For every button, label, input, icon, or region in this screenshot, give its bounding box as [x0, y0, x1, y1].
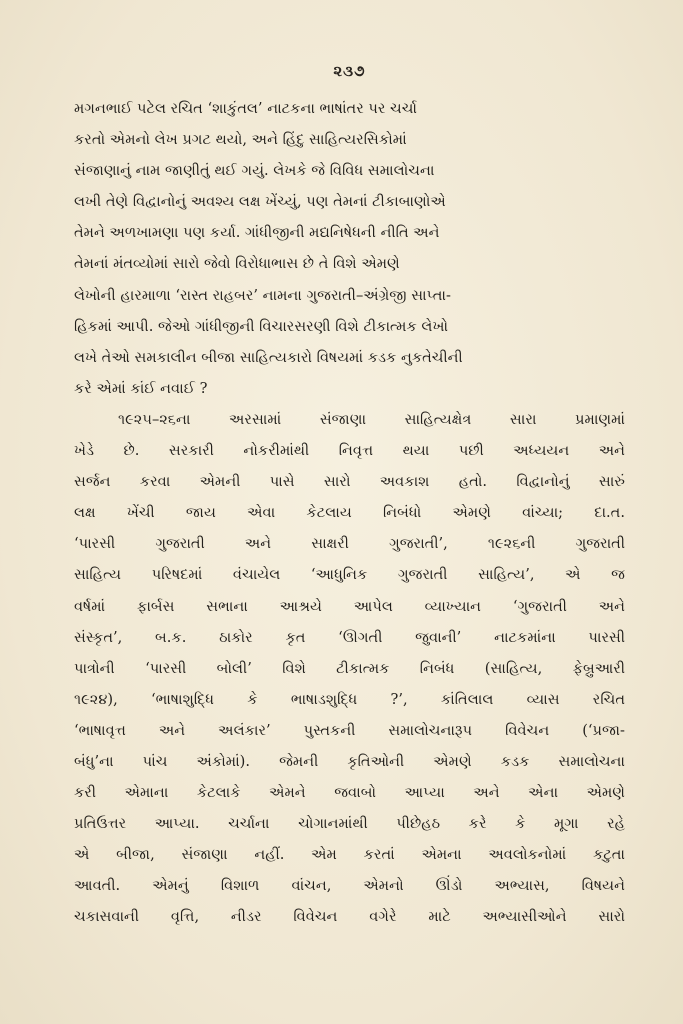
text-line: બંધુ’ના પાંચ અંકોમાં). જેમની કૃતિઓની એમણે કડક સમાલોચના [74, 752, 625, 770]
text-line: સાહિત્ય પરિષદમાં વંચાયેલ ‘આધુનિક ગુજરાતી સાહિત્ય’, એ જ [74, 566, 625, 584]
text-line: મગનભાઈ પટેલ રચિત ‘શાકુંતલ’ નાટકના ભાષાંતર પર ચર્ચા [74, 100, 417, 117]
text-line: કરી એમાના કેટલાકે એમને જવાબો આપ્યા અને એના એમણે [74, 784, 625, 802]
text-line: લેખોની હારમાળા ‘રાસ્ત રાહબર’ નામના ગુજરાતી–અંગ્રેજી સાપ્તા- [74, 286, 451, 304]
paragraph-2 [74, 404, 625, 933]
paragraph-1 [74, 93, 625, 404]
text-line: ‘ભાષાવૃત્ત અને અલંકાર’ પુસ્તકની સમાલોચનારૂપ વિવેચન (‘પ્રજા- [74, 721, 625, 739]
text-line: કરતો એમનો લેખ પ્રગટ થયો, અને હિંદુ સાહિત્યરસિકોમાં [74, 131, 407, 149]
text-line: ‘પારસી ગુજરાતી અને સાક્ષરી ગુજરાતી’, ૧૯૨૬ની ગુજરાતી [74, 535, 625, 553]
text-line: લક્ષ ખેંચી જાય એવા કેટલાય નિબંધો એમણે વાંચ્યા; દા.ત. [74, 504, 625, 522]
text-line: પ્રતિઉત્તર આપ્યા. ચર્ચાના ચોગાનમાંથી પીછેહઠ કરે કે મૂગા રહે [74, 815, 625, 833]
text-line: તેમને અળખામણા પણ કર્યા. ગાંધીજીની મદ્યનિષેધની નીતિ અને [74, 224, 440, 242]
text-line: હિકમાં આપી. જેઓ ગાંધીજીની વિચારસરણી વિશે ટીકાત્મક લેખો [74, 317, 449, 335]
page-number: ૨૩૭ [333, 62, 366, 80]
text-line: લખે તેઓ સમકાલીન બીજા સાહિત્યકારો વિષયમાં કડક નુકતેચીની [74, 348, 463, 366]
body-text [74, 93, 625, 933]
text-line: એ બીજા, સંજાણા નહીં. એમ કરતાં એમના અવલોકનોમાં કટુતા [74, 846, 625, 864]
text-line: ૧૯૨૪), ‘ભાષાશુદ્ધિ કે ભાષાડશુદ્ધિ ?’, કાંતિલાલ વ્યાસ રચિત [74, 690, 625, 708]
text-line: વર્ષમાં ફાર્બસ સભાના આશ્રયે આપેલ વ્યાખ્યાન ‘ગુજરાતી અને [74, 597, 625, 615]
text-line: ચકાસવાની વૃત્તિ, નીડર વિવેચન વગેરે માટે અભ્યાસીઓને સારો [74, 908, 625, 926]
text-line: ખેડે છે. સરકારી નોકરીમાંથી નિવૃત્ત થયા પછી અધ્યયન અને [74, 442, 625, 460]
text-line: સંજાણાનું નામ જાણીતું થઈ ગયું. લેખકે જે વિવિધ સમાલોચના [74, 162, 435, 180]
text-line: ૧૯૨૫–૨૬ના અરસામાં સંજાણા સાહિત્યક્ષેત્ર સારા પ્રમાણમાં [118, 410, 625, 428]
text-line: કરે એમાં કાંઈ નવાઈ ? [74, 379, 208, 397]
text-line: સર્જન કરવા એમની પાસે સારો અવકાશ હતો. વિદ્વાનોનું સારું [74, 473, 625, 491]
text-line: પાત્રોની ‘પારસી બોલી’ વિશે ટીકાત્મક નિબંધ (સાહિત્ય, ફેબ્રુઆરી [74, 659, 625, 677]
text-line: સંસ્કૃત’, બ.ક. ઠાકોર કૃત ‘ઊગતી જુવાની’ નાટકમાંના પારસી [74, 628, 625, 646]
text-line: તેમનાં મંતવ્યોમાં સારો જેવો વિરોધાભાસ છે તે વિશે એમણે [74, 255, 400, 273]
text-line: આવતી. એમનું વિશાળ વાંચન, એમનો ઊંડો અભ્યાસ, વિષયને [74, 877, 625, 895]
text-line: લખી તેણે વિદ્વાનોનું અવશ્ય લક્ષ ખેંચ્યું, પણ તેમનાં ટીકાબાણોએ [74, 193, 446, 211]
